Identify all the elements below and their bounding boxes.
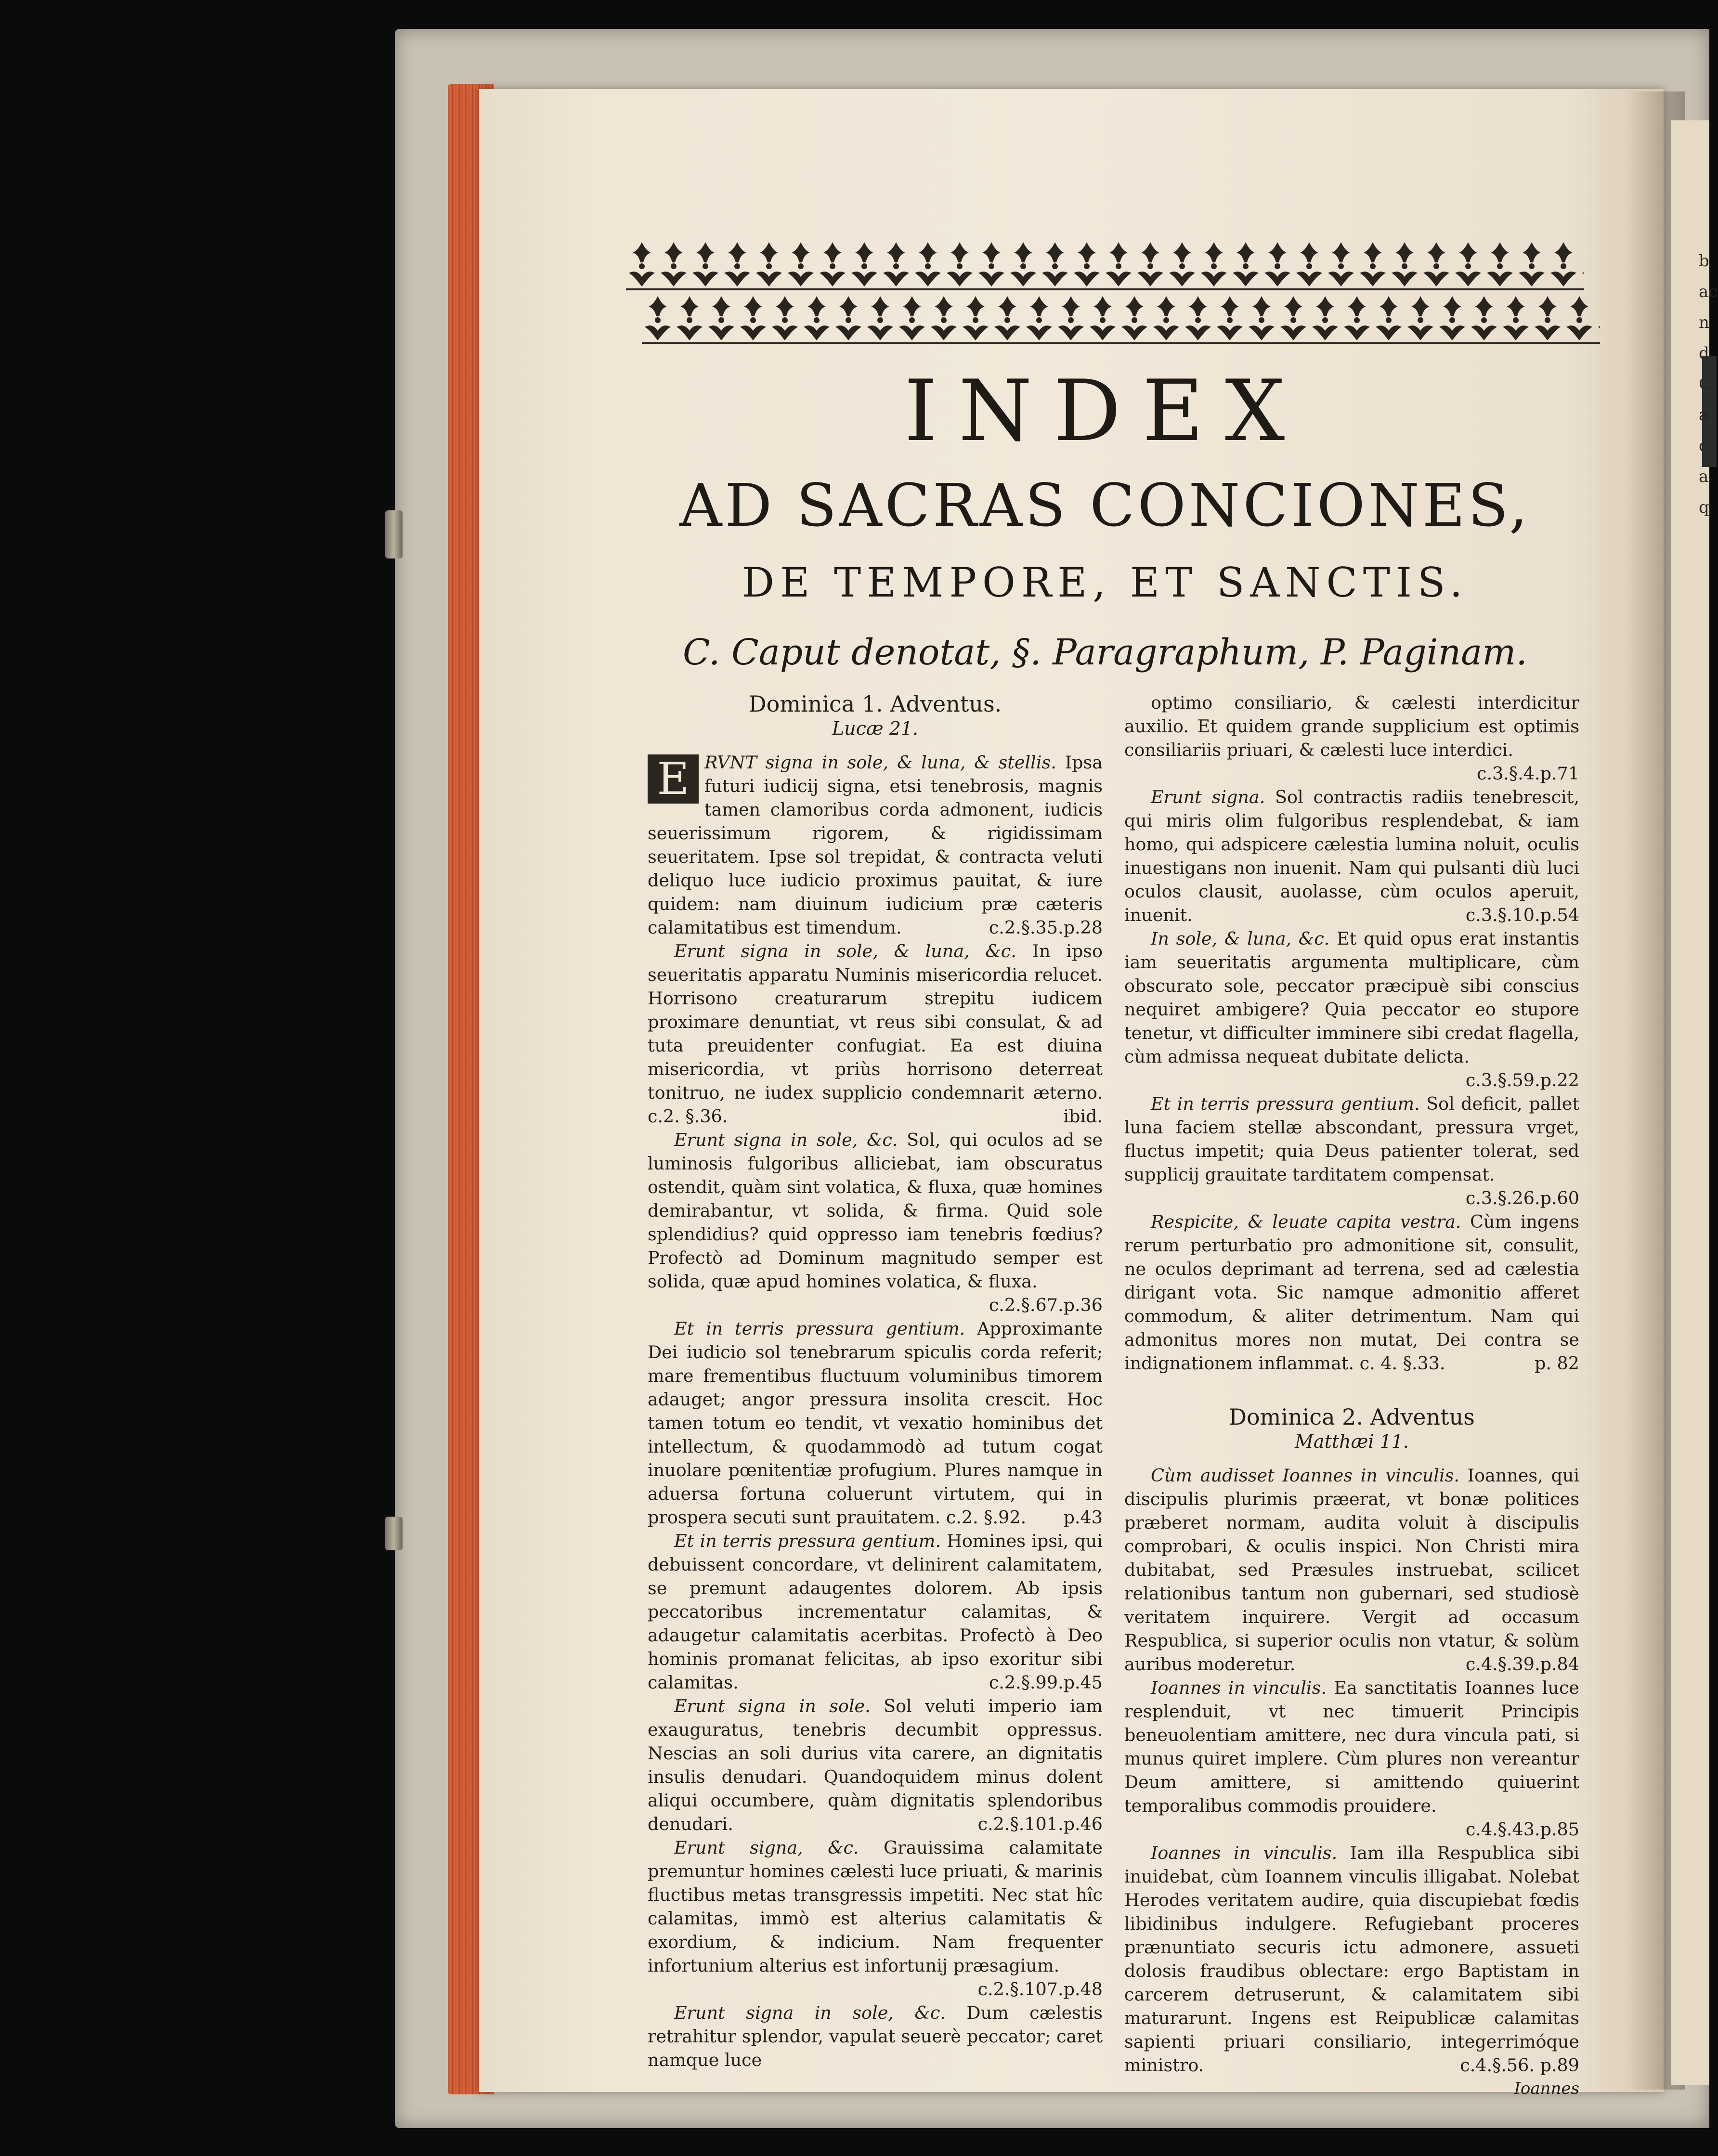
entry-lemma: Erunt signa, &c. xyxy=(674,1837,859,1858)
index-entry xyxy=(1124,1841,1579,2077)
entry-lemma: In sole, & luna, &c. xyxy=(1151,928,1330,949)
index-entry xyxy=(648,1694,1103,1836)
title-index: INDEX xyxy=(904,363,1306,460)
entry-text: Sol veluti imperio iam exauguratus, tenebris decumbit oppressus. Nescias an soli durius vita carere, an dignitatis insulis denudari. Quandoquidem minus dolent aliqui occumbere, quàm dignitatis splendoribus denudari. xyxy=(648,1696,1103,1834)
entry-reference: p.43 xyxy=(1063,1507,1103,1528)
entry-lemma: Ioannes in vinculis. xyxy=(1151,1677,1327,1698)
title-subtitle: AD SACRAS CONCIONES, xyxy=(679,471,1531,540)
index-entry xyxy=(648,939,1103,1128)
index-entry xyxy=(648,1529,1103,1694)
section-subheading-2: Matthæi 11. xyxy=(1295,1431,1409,1452)
title-subtitle-2: DE TEMPORE, ET SANCTIS. xyxy=(742,559,1469,606)
left-column xyxy=(648,691,1103,2072)
index-entry xyxy=(648,1317,1103,1529)
entry-text: Grauissima calamitate premuntur homines cælesti luce priuati, & marinis fluctibus metas transgressis impetiti. Nec stat hîc calamitas, immò est alterius calamitatis & exordium, & indicium. Nam frequenter infortunium alterius est infortunij præsagium. xyxy=(648,1837,1103,1976)
entry-reference: c.3.§.59.p.22 xyxy=(1465,1070,1579,1091)
entry-reference: c.2.§.35.p.28 xyxy=(989,917,1103,938)
entry-text: Ipsa futuri iudicij signa, etsi tenebrosis, magnis tamen clamoribus corda admonent, iudicis seuerissimum rigorem, & rigidissimam seueritatem. Ipse sol trepidat, & contracta veluti deliquo luce iudicio proximus pauitat, & iure quidem: nam diuinum iudicium præ cæteris calamitatibus est timendum. xyxy=(648,752,1103,938)
entry-lemma: Erunt signa. xyxy=(1151,787,1265,807)
index-entry xyxy=(1124,785,1579,927)
entry-lemma: Cùm audisset Ioannes in vinculis. xyxy=(1151,1465,1459,1486)
right-column xyxy=(1124,691,1579,2101)
entry-text: Sol deficit, pallet luna faciem stellæ abscondant, pressura vrget, fluctus impetit; quia Deus patienter tolerat, sed supplicij grauitate tarditatem compensat. xyxy=(1124,1093,1579,1185)
facing-page-fragment: ac xyxy=(1699,282,1718,301)
facing-page-fragment: a xyxy=(1699,405,1709,425)
facing-page-text xyxy=(1699,246,1718,523)
index-entry xyxy=(1124,1676,1579,1841)
entry-reference: c.2.§.101.p.46 xyxy=(977,1814,1103,1834)
entry-reference: c.4.§.43.p.85 xyxy=(1465,1819,1579,1840)
entry-text: Cùm ingens rerum perturbatio pro admonitione sit, consulit, ne oculos deprimant ad terrena, sed ad cælestia dirigant vota. Sic namque admonitio afferet commodum, & aliter detrimentum. Nam qui admonitus mores non mutat, Dei contra se indignationem inflammat. c. 4. §.33. xyxy=(1124,1211,1579,1374)
entry-list xyxy=(1124,691,1579,1375)
index-entry xyxy=(1124,927,1579,1092)
facing-page-fragment: n xyxy=(1699,313,1709,332)
entry-lemma: Et in terris pressura gentium. xyxy=(674,1318,965,1339)
entry-reference: ibid. xyxy=(1063,1106,1103,1127)
entry-text: Approximante Dei iudicio sol tenebrarum spiculis corda referit; mare frementibus fluctuum voluminibus timorem adauget; angor pressura insolita crescit. Hoc tamen totum eo tendit, vt vexatio hominibus det intellectum, & quodammodò ad tutum cogat inuolare pœnitentiæ profugium. Plures namque in aduersa fortuna coluerunt virtutem, qui in prospera secuti sunt prauitatem. c.2. §.92. xyxy=(648,1318,1103,1528)
section-subheading: Lucæ 21. xyxy=(832,718,919,739)
fleuron-border xyxy=(626,238,1584,347)
entry-text: Sol, qui oculos ad se luminosis fulgoribus alliciebat, iam obscuratus ostendit, quàm sint volatica, & fluxa, quæ homines demirabantur, vt solida, & firma. Quid sole splendidius? quid oppresso iam tenebris fœdius? Profectò ad Dominum magnitudo semper est solida, quæ apud homines volatica, & fluxa. xyxy=(648,1130,1103,1292)
entry-text: Sol contractis radiis tenebrescit, qui miris olim fulgoribus resplendebat, & iam homo, qui adspicere cælestia lumina noluit, oculis inuestigans non inuenit. Nam qui pulsanti diù luci oculos clausit, auolasse, cùm oculos aperuit, inuenit. xyxy=(1124,787,1579,925)
entry-lemma: Respicite, & leuate capita vestra. xyxy=(1151,1211,1461,1232)
entry-reference: c.2.§.99.p.45 xyxy=(989,1672,1103,1693)
section-heading-2: Dominica 2. Adventus xyxy=(1229,1404,1475,1430)
index-entry xyxy=(1124,691,1579,785)
facing-page-fragment: a xyxy=(1699,467,1709,486)
facing-page-fragment: c xyxy=(1699,436,1708,455)
catchword: Ioannes xyxy=(1514,2079,1579,2098)
facing-page-fragment: d xyxy=(1699,344,1709,363)
entry-reference: c.2.§.67.p.36 xyxy=(989,1295,1103,1315)
facing-page-fragment: q xyxy=(1699,498,1709,517)
entry-reference: c.4.§.39.p.84 xyxy=(1465,1654,1579,1675)
entry-text: Et quid opus erat instantis iam seueritatis argumenta multiplicare, cùm obscurato sole, peccator præcipuè sibi conscius nequiret ambigere? Quia peccator eo stupore tenetur, vt difficulter imminere sibi credat flagella, cùm admissa nequeat dubitate delicta. xyxy=(1124,928,1579,1067)
abbreviation-legend: C. Caput denotat, §. Paragraphum, P. Paginam. xyxy=(683,632,1527,673)
entry-text: Ea sanctitatis Ioannes luce resplenduit, vt nec timuerit Principis beneuolentiam amittere, nec dura vincula pati, si munus quiret implere. Cùm plures non vereantur Deum amittere, si amittendo quiuerint temporalibus commodis prouidere. xyxy=(1124,1677,1579,1816)
entry-reference: c.3.§.4.p.71 xyxy=(1477,763,1579,784)
index-entry xyxy=(648,2001,1103,2072)
entry-list xyxy=(648,751,1103,2072)
index-entry xyxy=(648,751,1103,939)
entry-text: Dum cælestis retrahitur splendor, vapulat seuerè peccator; caret namque luce xyxy=(648,2002,1103,2070)
section-heading: Dominica 1. Adventus. xyxy=(748,691,1002,717)
entry-text: In ipso seueritatis apparatu Numinis misericordia relucet. Horrisono creaturarum strepitu iudicem proximare denuntiat, vt reus sibi consulat, & ad tuta preuidenter confugiat. Ea est diuina misericordia, vt priùs horrisono deterreat tonitruo, ne iudex supplicio condemnarit æterno. c.2. §.36. xyxy=(648,941,1103,1127)
entry-lemma: Ioannes in vinculis. xyxy=(1151,1843,1338,1863)
entry-lemma: Erunt signa in sole, & luna, &c. xyxy=(674,941,1016,961)
drop-cap: E xyxy=(648,754,699,804)
entry-text: Ioannes, qui discipulis plurimis præerat, vt bonæ politices præberet normam, audita voluit à discipulis comprobari, & oculis inspici. Non Christi mira dubitabat, sed Præsules instruebat, scilicet relationibus tantum non gubernari, sed studiosè veritatem inquirere. Vergit ad occasum Respublica, si superior oculis non vtatur, & solùm auribus moderetur. xyxy=(1124,1465,1579,1675)
index-entry xyxy=(1124,1210,1579,1375)
facing-page-fragment: C xyxy=(1699,375,1712,394)
entry-reference: c.3.§.10.p.54 xyxy=(1465,905,1579,925)
index-entry xyxy=(1124,1092,1579,1210)
entry-lemma: Erunt signa in sole, &c. xyxy=(674,2002,946,2023)
entry-lemma: Erunt signa in sole. xyxy=(674,1696,871,1716)
entry-reference: p. 82 xyxy=(1534,1353,1579,1374)
entry-lemma: RVNT signa in sole, & luna, & stellis. xyxy=(704,752,1056,773)
clasp-bottom xyxy=(385,1517,403,1550)
entry-text: optimo consiliario, & cælesti interdicitur auxilio. Et quidem grande supplicium est optimis consiliariis priuari, & cælesti luce interdici. xyxy=(1124,692,1579,760)
entry-text: Iam illa Respublica sibi inuidebat, cùm Ioannem vinculis illigabat. Nolebat Herodes veritatem audire, quia discupiebat fœdis libidinibus indulgere. Refugiebant proceres prænuntiato securis ictu admonere, assueti dolosis fraudibus oblectare: ergo Baptistam in carcerem detruserunt, & calamitatem sibi maturarunt. Ingens est Reipublicæ calamitas sapienti priuari consiliario, integerrimóque ministro. xyxy=(1124,1843,1579,2076)
facing-page-fragment: b xyxy=(1699,251,1709,271)
entry-reference: c.4.§.56. p.89 xyxy=(1460,2055,1579,2076)
entry-text: Homines ipsi, qui debuissent concordare, vt delinirent calamitatem, se premunt adaugentes dolorem. Ab ipsis peccatoribus incrementatur calamitas, & adaugetur calamitatis acerbitas. Profectò à Deo hominis promanat felicitas, ab ipso exoritur sibi calamitas. xyxy=(648,1531,1103,1693)
index-entry xyxy=(648,1836,1103,2001)
entry-list xyxy=(1124,1464,1579,2077)
entry-lemma: Et in terris pressura gentium. xyxy=(674,1531,941,1551)
entry-reference: c.3.§.26.p.60 xyxy=(1465,1188,1579,1208)
index-entry xyxy=(1124,1464,1579,1676)
entry-lemma: Erunt signa in sole, &c. xyxy=(674,1130,898,1150)
clasp-middle xyxy=(385,539,403,558)
entry-reference: c.2.§.107.p.48 xyxy=(977,1979,1103,2000)
entry-lemma: Et in terris pressura gentium. xyxy=(1151,1093,1420,1114)
index-entry xyxy=(648,1128,1103,1317)
